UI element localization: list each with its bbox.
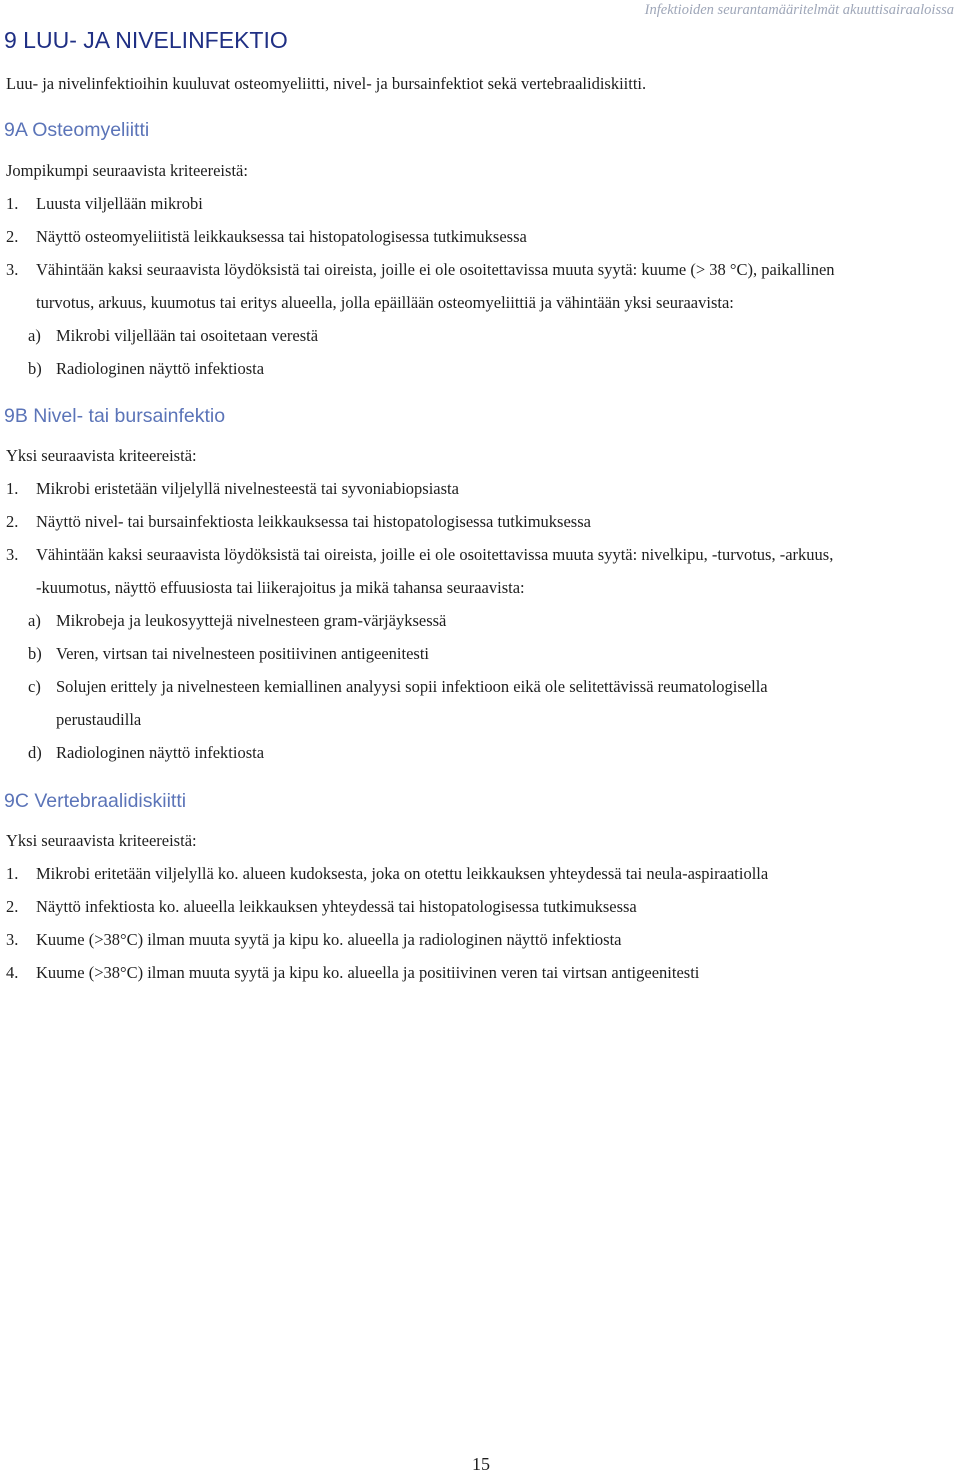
sub-item-text: Mikrobeja ja leukosyyttejä nivelnesteen gram-värjäyksessä	[56, 611, 447, 630]
sub-item-label: c)	[28, 677, 41, 696]
list-item-text: Kuume (>38°C) ilman muuta syytä ja kipu ko. alueella ja positiivinen veren tai virtsan antigeenitesti	[36, 963, 700, 982]
list-item-number: 1.	[6, 479, 19, 498]
section-lead: Yksi seuraavista kriteereistä:	[6, 831, 197, 850]
list-item-text-continued: -kuumotus, näyttö effuusiosta tai liikerajoitus ja mikä tahansa seuraavista:	[36, 578, 525, 597]
list-item-number: 2.	[6, 512, 19, 531]
section-heading-9c: 9C Vertebraalidiskiitti	[4, 790, 187, 812]
list-item-text: Näyttö osteomyeliitistä leikkauksessa tai histopatologisessa tutkimuksessa	[36, 227, 527, 246]
list-item-number: 1.	[6, 194, 19, 213]
sub-item-label: a)	[28, 611, 41, 630]
sub-item-label: b)	[28, 359, 42, 378]
sub-item-label: d)	[28, 743, 42, 762]
section-heading-9b: 9B Nivel- tai bursainfektio	[4, 405, 226, 427]
list-item-text: Näyttö infektiosta ko. alueella leikkauksen yhteydessä tai histopatologisessa tutkimuksessa	[36, 897, 637, 916]
sub-item-label: a)	[28, 326, 41, 345]
list-item-text: Luusta viljellään mikrobi	[36, 194, 203, 213]
list-item-number: 3.	[6, 260, 19, 279]
sub-item-text: Mikrobi viljellään tai osoitetaan verestä	[56, 326, 319, 345]
sub-item-text: Radiologinen näyttö infektiosta	[56, 359, 265, 378]
list-item-text: Mikrobi eritetään viljelyllä ko. alueen kudoksesta, joka on otettu leikkauksen yhteydessä tai neula-aspiraatiolla	[36, 864, 769, 883]
list-item-number: 1.	[6, 864, 19, 883]
sub-item-text: Radiologinen näyttö infektiosta	[56, 743, 265, 762]
list-item-number: 3.	[6, 545, 19, 564]
sub-item-text: Veren, virtsan tai nivelnesteen positiivinen antigeenitesti	[56, 644, 429, 663]
list-item-text: Mikrobi eristetään viljelyllä nivelnesteestä tai syvoniabiopsiasta	[36, 479, 459, 498]
sub-item-label: b)	[28, 644, 42, 663]
sub-item-text: Solujen erittely ja nivelnesteen kemiallinen analyysi sopii infektioon eikä ole selitettävissä reumatologisella	[56, 677, 768, 696]
section-lead: Yksi seuraavista kriteereistä:	[6, 446, 197, 465]
sub-item-text-continued: perustaudilla	[56, 710, 142, 729]
section-lead: Jompikumpi seuraavista kriteereistä:	[6, 161, 248, 180]
list-item-text: Kuume (>38°C) ilman muuta syytä ja kipu ko. alueella ja radiologinen näyttö infektiosta	[36, 930, 622, 949]
section-heading-9a: 9A Osteomyeliitti	[4, 119, 150, 141]
list-item-text-continued: turvotus, arkuus, kuumotus tai eritys alueella, jolla epäillään osteomyeliittiä ja vähintään yksi seuraavista:	[36, 293, 734, 312]
list-item-text: Vähintään kaksi seuraavista löydöksistä tai oireista, joille ei ole osoitettavissa muuta syytä: nivelkipu, -turvotus, -arkuus,	[36, 545, 834, 564]
list-item-text: Näyttö nivel- tai bursainfektiosta leikkauksessa tai histopatologisessa tutkimuksessa	[36, 512, 591, 531]
page-number: 15	[472, 1454, 490, 1474]
list-item-text: Vähintään kaksi seuraavista löydöksistä tai oireista, joille ei ole osoitettavissa muuta syytä: kuume (> 38 °C), paikallinen	[36, 260, 835, 279]
list-item-number: 4.	[6, 963, 19, 982]
list-item-number: 2.	[6, 227, 19, 246]
chapter-intro: Luu- ja nivelinfektioihin kuuluvat osteomyeliitti, nivel- ja bursainfektiot sekä vertebraalidiskiitti.	[6, 74, 647, 93]
list-item-number: 2.	[6, 897, 19, 916]
running-header: Infektioiden seurantamääritelmät akuuttisairaaloissa	[644, 2, 954, 18]
list-item-number: 3.	[6, 930, 19, 949]
chapter-title: 9 LUU- JA NIVELINFEKTIO	[4, 27, 288, 53]
